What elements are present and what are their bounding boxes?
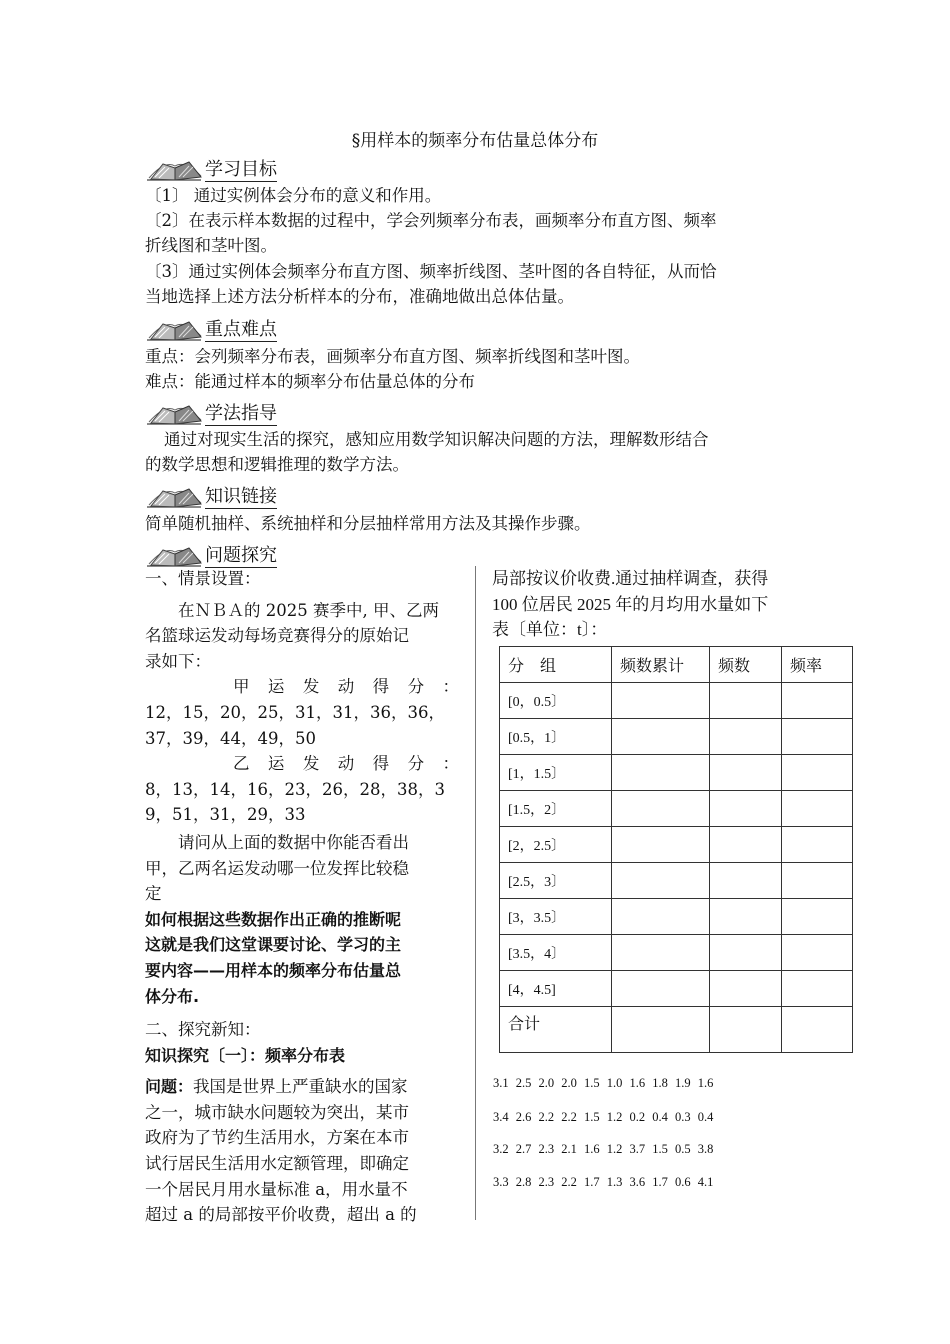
table-row [500,899,853,935]
bold-line: 体分布. [145,986,200,1006]
page-title: §用样本的频率分布估量总体分布 [351,131,599,151]
yi-data: 9，51，31，29，33 [145,805,306,825]
jia-data: 37，39，44，49，50 [145,728,316,748]
keypoint-line: 难点：能通过样本的频率分布估量总体的分布 [145,372,475,391]
table-row [500,971,853,1007]
section-heading-method [145,396,277,426]
jia-data: 12，15，20，25，31，31，36，36， [145,702,445,722]
table-row [500,863,853,899]
table-row [500,683,853,719]
problem-line: 试行居民生活用水定额管理，即确定 [145,1154,409,1174]
table-row [500,827,853,863]
table-header-row [500,647,853,683]
section-title: 问题探究 [205,545,277,566]
book-icon [145,312,203,342]
section-heading-keypoints [145,312,277,342]
goal-line: 当地选择上述方法分析样本的分布，准确地做出总体估量。 [145,287,574,306]
jia-label: 甲运发动得分： [233,677,461,697]
table-row [500,719,853,755]
paragraph-line: 在ＮＢＡ的 2025 赛季中, 甲、乙两 [178,600,439,620]
paragraph-line: 表〔单位：t〕： [492,620,608,640]
problem-line: 超过 a 的局部按平价收费，超出 a 的 [145,1205,417,1225]
bold-line: 这就是我们这堂课要讨论、学习的主 [145,935,402,955]
table-row [500,935,853,971]
paragraph-line: 录如下： [145,651,211,671]
data-row: 3.4 2.6 2.2 2.2 1.5 1.2 0.2 0.4 0.3 0.4 [493,1110,714,1124]
problem-line: 一个居民月用水量标准 a，用水量不 [145,1179,408,1199]
problem-line: 我国是世界上严重缺水的国家 [193,1077,408,1097]
group-cell: [3.5，4〕 [500,935,612,971]
yi-label: 乙运发动得分： [233,754,461,774]
link-line: 简单随机抽样、系统抽样和分层抽样常用方法及其操作步骤。 [145,514,591,533]
table-row [500,755,853,791]
book-icon [145,152,203,182]
question-line: 请问从上面的数据中你能否看出 [178,832,409,852]
group-cell: [2.5，3〕 [500,863,612,899]
yi-data: 8，13，14，16，23，26，28，38，3 [145,779,445,799]
header-group: 分 组 [500,647,612,683]
group-cell: [0.5，1〕 [500,719,612,755]
section-heading-explore [145,538,277,568]
question-line: 定 [145,884,162,904]
keypoint-line: 重点：会列频率分布表，画频率分布直方图、频率折线图和茎叶图。 [145,347,640,366]
problem-line: 政府为了节约生活用水，方案在本市 [145,1128,409,1148]
header-frequency: 频率 [782,647,853,683]
knowledge-explore-title: 知识探究〔一〕：频率分布表 [145,1045,346,1065]
goal-line: 〔3〕通过实例体会频率分布直方图、频率折线图、茎叶图的各自特征，从而恰 [145,262,717,281]
table-total-row [500,1007,853,1053]
problem-label: 问题： [145,1077,194,1097]
group-cell: [2，2.5〕 [500,827,612,863]
group-cell: [4，4.5] [500,971,612,1007]
section-title: 知识链接 [205,486,277,507]
bold-line: 如何根据这些数据作出正确的推断呢 [145,909,402,929]
section-heading-goals [145,152,277,182]
header-cumulative: 频数累计 [612,647,710,683]
group-cell: [0，0.5〕 [500,683,612,719]
section-title: 学习目标 [205,159,277,180]
data-row: 3.3 2.8 2.3 2.2 1.7 1.3 3.6 1.7 0.6 4.1 [493,1175,714,1189]
header-count: 频数 [710,647,782,683]
section-title: 学法指导 [205,403,277,424]
paragraph-line: 名篮球运发动每场竞赛得分的原始记 [145,626,409,646]
scene-title: 一、情景设置： [145,569,261,588]
paragraph-line: 局部按议价收费.通过抽样调查，获得 [492,569,769,588]
goal-line: 〔2〕在表示样本数据的过程中，学会列频率分布表，画频率分布直方图、频率 [145,211,717,230]
left-column [145,566,461,1228]
group-cell: [1，1.5〕 [500,755,612,791]
book-icon [145,479,203,509]
book-icon [145,538,203,568]
method-line: 的数学思想和逻辑推理的数学方法。 [145,455,409,474]
section-title: 重点难点 [205,319,277,340]
frequency-table [499,646,853,1053]
paragraph-line: 100 位居民 2025 年的月均用水量如下 [492,594,769,614]
group-cell: [3，3.5〕 [500,899,612,935]
column-divider [475,566,476,1220]
data-row: 3.2 2.7 2.3 2.1 1.6 1.2 3.7 1.5 0.5 3.8 [493,1142,714,1156]
section-heading-links [145,479,277,509]
goal-line: 折线图和茎叶图。 [145,236,277,255]
goal-line: 〔1〕 通过实例体会分布的意义和作用。 [145,186,442,205]
bold-line: 要内容——用样本的频率分布估量总 [145,960,402,980]
book-icon [145,396,203,426]
right-column [492,566,812,643]
table-row [500,791,853,827]
data-row: 3.1 2.5 2.0 2.0 1.5 1.0 1.6 1.8 1.9 1.6 [493,1076,714,1090]
new-knowledge-title: 二、探究新知： [145,1020,261,1040]
method-line: 通过对现实生活的探究，感知应用数学知识解决问题的方法，理解数形结合 [164,430,709,449]
problem-line: 之一，城市缺水问题较为突出，某市 [145,1102,409,1122]
total-cell: 合计 [500,1007,612,1053]
group-cell: [1.5，2〕 [500,791,612,827]
question-line: 甲，乙两名运发动哪一位发挥比较稳 [145,858,409,878]
